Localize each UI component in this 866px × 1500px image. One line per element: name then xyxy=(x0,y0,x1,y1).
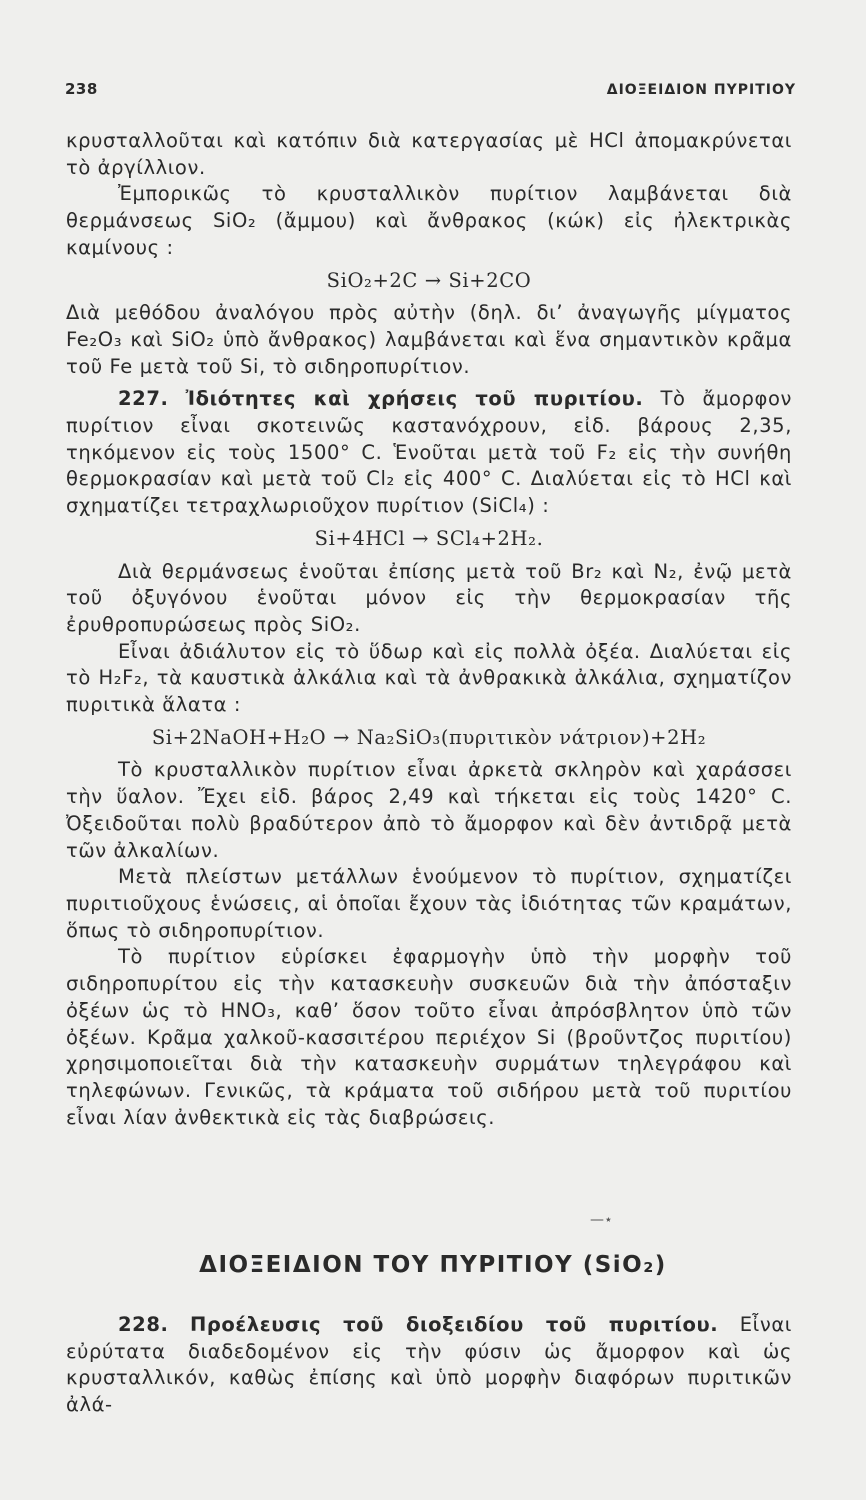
equation: Si+2NaOH+H₂O → Na₂SiO₃(πυριτικὸν νάτριον)+2H₂ xyxy=(151,725,707,749)
equation: SiO₂+2C → Si+2CO xyxy=(326,268,532,292)
paragraph: κρυσταλλοῦται καὶ κατόπιν διὰ κατεργασίας μὲ HCl ἀπομακρύνεται τὸ ἀργίλλιον. xyxy=(66,129,792,179)
page-number: 238 xyxy=(65,80,98,98)
ornament-mark: —⋆ xyxy=(590,1212,613,1228)
page-header xyxy=(65,80,796,98)
running-title: ΔΙΟΞΕΙΔΙΟΝ ΠΥΡΙΤΙΟΥ xyxy=(606,82,796,98)
paragraph: Εἶναι ἀδιάλυτον εἰς τὸ ὕδωρ καὶ εἰς πολλὰ ὀξέα. Διαλύεται εἰς τὸ H₂F₂, τὰ καυστικὰ ἀλκάλια καὶ τὰ ἀνθρακικὰ ἀλκάλια, σχηματίζον πυριτικὰ ἅλατα : xyxy=(66,639,792,717)
paragraph: Ἐμπορικῶς τὸ κρυσταλλικὸν πυρίτιον λαμβάνεται διὰ θερμάνσεως SiO₂ (ἄμμου) καὶ ἄνθρακος (κώκ) εἰς ἠλεκτρικὰς καμίνους : xyxy=(66,182,792,259)
section-228 xyxy=(66,1312,792,1419)
section-227 xyxy=(66,386,792,520)
chapter-title: ΔΙΟΞΕΙΔΙΟΝ ΤΟΥ ΠΥΡΙΤΙΟΥ (SiO₂) xyxy=(199,1252,667,1278)
equation: Si+4HCl → SCl₄+2H₂. xyxy=(314,526,544,550)
paragraph: Διὰ μεθόδου ἀναλόγου πρὸς αὐτὴν (δηλ. δι’ ἀναγωγῆς μίγματος Fe₂O₃ καὶ SiO₂ ὑπὸ ἄνθρακος) λαμβάνεται καὶ ἕνα σημαντικὸν κρᾶμα τοῦ Fe μετὰ τοῦ Si, τὸ σιδηροπυρίτιον. xyxy=(66,301,792,378)
main-text xyxy=(66,128,792,1131)
section-text: Εἶναι εὐρύτατα διαδεδομένον εἰς τὴν φύσιν ὡς ἄμορφον καὶ ὡς κρυσταλλικόν, καθὼς ἐπίσης καὶ ὑπὸ μορφὴν διαφόρων πυριτικῶν ἀλά- xyxy=(66,1313,792,1417)
section-title: Ἰδιότητες καὶ χρήσεις τοῦ πυριτίου. xyxy=(185,387,644,411)
paragraph: Μετὰ πλείστων μετάλλων ἑνούμενον τὸ πυρίτιον, σχηματίζει πυριτιοῦχους ἑνώσεις, αἱ ὁποῖαι ἔχουν τὰς ἰδιότητας τῶν κραμάτων, ὅπως τὸ σιδηροπυρίτιον. xyxy=(66,865,792,942)
paragraph xyxy=(66,1312,792,1419)
section-number: 227. xyxy=(118,387,169,411)
section-number: 228. xyxy=(118,1313,169,1336)
paragraph: Διὰ θερμάνσεως ἑνοῦται ἐπίσης μετὰ τοῦ Br₂ καὶ N₂, ἐνῷ μετὰ τοῦ ὀξυγόνου ἑνοῦται μόνον εἰς τὴν θερμοκρασίαν τῆς ἐρυθροπυρώσεως πρὸς SiO₂. xyxy=(66,559,792,636)
section-text: Τὸ ἄμορφον πυρίτιον εἶναι σκοτεινῶς καστανόχρουν, εἰδ. βάρους 2,35, τηκόμενον εἰς τοὺς 1500° C. Ἑνοῦται μετὰ τοῦ F₂ εἰς τὴν συνήθη θερμοκρασίαν καὶ μετὰ τοῦ Cl₂ εἰς 400° C. Διαλύεται εἰς τὸ HCl καὶ σχηματίζει τετραχλωριοῦχον πυρίτιον (SiCl₄) : xyxy=(66,387,792,518)
paragraph: Τὸ κρυσταλλικὸν πυρίτιον εἶναι ἀρκετὰ σκληρὸν καὶ χαράσσει τὴν ὕαλον. Ἔχει εἰδ. βάρος 2,49 καὶ τήκεται εἰς τοὺς 1420° C. Ὀξειδοῦται πολὺ βραδύτερον ἀπὸ τὸ ἄμορφον καὶ δὲν ἀντιδρᾷ μετὰ τῶν ἀλκαλίων. xyxy=(66,758,792,862)
section-title: Προέλευσις τοῦ διοξειδίου τοῦ πυριτίου. xyxy=(189,1313,719,1336)
paragraph: Τὸ πυρίτιον εὑρίσκει ἐφαρμογὴν ὑπὸ τὴν μορφὴν τοῦ σιδηροπυρίτου εἰς τὴν κατασκευὴν συσκευῶν διὰ τὴν ἀπόσταξιν ὀξέων ὡς τὸ HNO₃, καθ’ ὅσον τοῦτο εἶναι ἀπρόσβλητον ὑπὸ τῶν ὀξέων. Κρᾶμα χαλκοῦ-κασσιτέρου περιέχον Si (βροῦντζος πυριτίου) χρησιμοποιεῖται διὰ τὴν κατασκευὴν συρμάτων τηλεγράφου καὶ τηλεφώνων. Γενικῶς, τὰ κράματα τοῦ σιδήρου μετὰ τοῦ πυριτίου εἶναι λίαν ἀνθεκτικὰ εἰς τὰς διαβρώσεις. xyxy=(66,945,792,1129)
